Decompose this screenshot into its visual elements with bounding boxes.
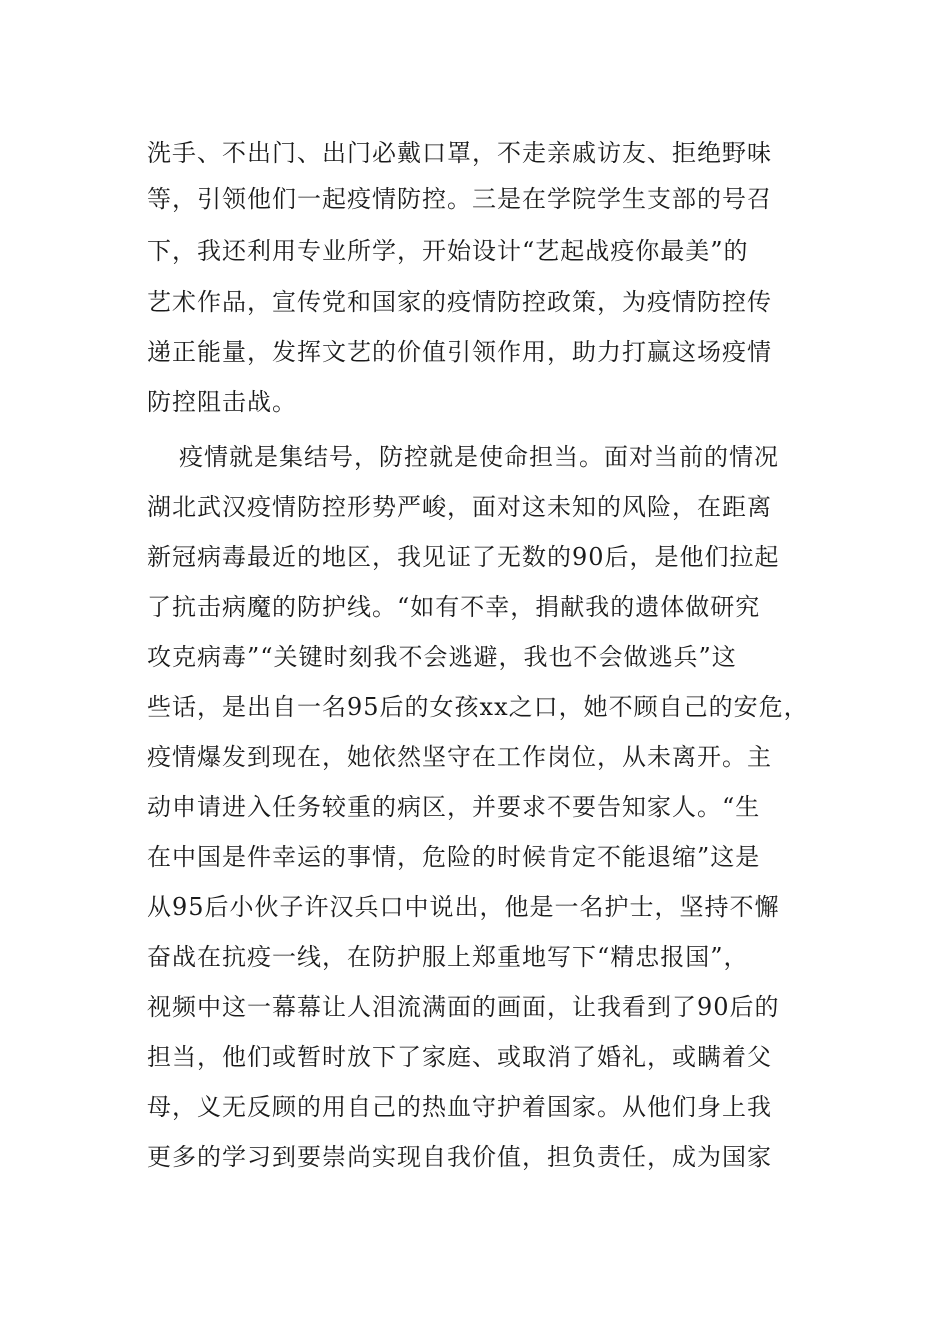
text-line-6: 防控阻击战。	[147, 388, 297, 416]
text-line-9: 新冠病毒最近的地区，我见证了无数的90后，是他们拉起	[147, 543, 780, 571]
text-line-4: 艺术作品，宣传党和国家的疫情防控政策，为疫情防控传	[147, 288, 772, 316]
text-line-3: 下，我还利用专业所学，开始设计“艺起战疫你最美”的	[147, 237, 749, 265]
text-line-13: 疫情爆发到现在，她依然坚守在工作岗位，从未离开。主	[147, 743, 772, 771]
text-line-2: 等，引领他们一起疫情防控。三是在学院学生支部的号召	[147, 185, 772, 213]
text-line-11: 攻克病毒”“关键时刻我不会逃避，我也不会做逃兵”这	[147, 643, 737, 671]
text-line-15: 在中国是件幸运的事情，危险的时候肯定不能退缩”这是	[147, 843, 761, 871]
text-line-8: 湖北武汉疫情防控形势严峻，面对这未知的风险，在距离	[147, 493, 772, 521]
text-line-20: 母，义无反顾的用自己的热血守护着国家。从他们身上我	[147, 1093, 772, 1121]
text-line-7: 疫情就是集结号，防控就是使命担当。面对当前的情况	[179, 443, 779, 471]
text-line-10: 了抗击病魔的防护线。“如有不幸，捐献我的遗体做研究	[147, 593, 761, 621]
text-line-16: 从95后小伙子许汉兵口中说出，他是一名护士，坚持不懈	[147, 893, 780, 921]
text-line-19: 担当，他们或暂时放下了家庭、或取消了婚礼，或瞒着父	[147, 1043, 772, 1071]
text-line-21: 更多的学习到要崇尚实现自我价值，担负责任，成为国家	[147, 1143, 772, 1171]
text-line-14: 动申请进入任务较重的病区，并要求不要告知家人。“生	[147, 793, 761, 821]
text-line-17: 奋战在抗疫一线，在防护服上郑重地写下“精忠报国”，	[147, 943, 749, 971]
text-line-5: 递正能量，发挥文艺的价值引领作用，助力打赢这场疫情	[147, 338, 772, 366]
text-line-1: 洗手、不出门、出门必戴口罩，不走亲戚访友、拒绝野味	[147, 139, 772, 167]
text-line-12: 些话，是出自一名95后的女孩xx之口，她不顾自己的安危，	[147, 693, 809, 721]
text-line-18: 视频中这一幕幕让人泪流满面的画面，让我看到了90后的	[147, 993, 780, 1021]
